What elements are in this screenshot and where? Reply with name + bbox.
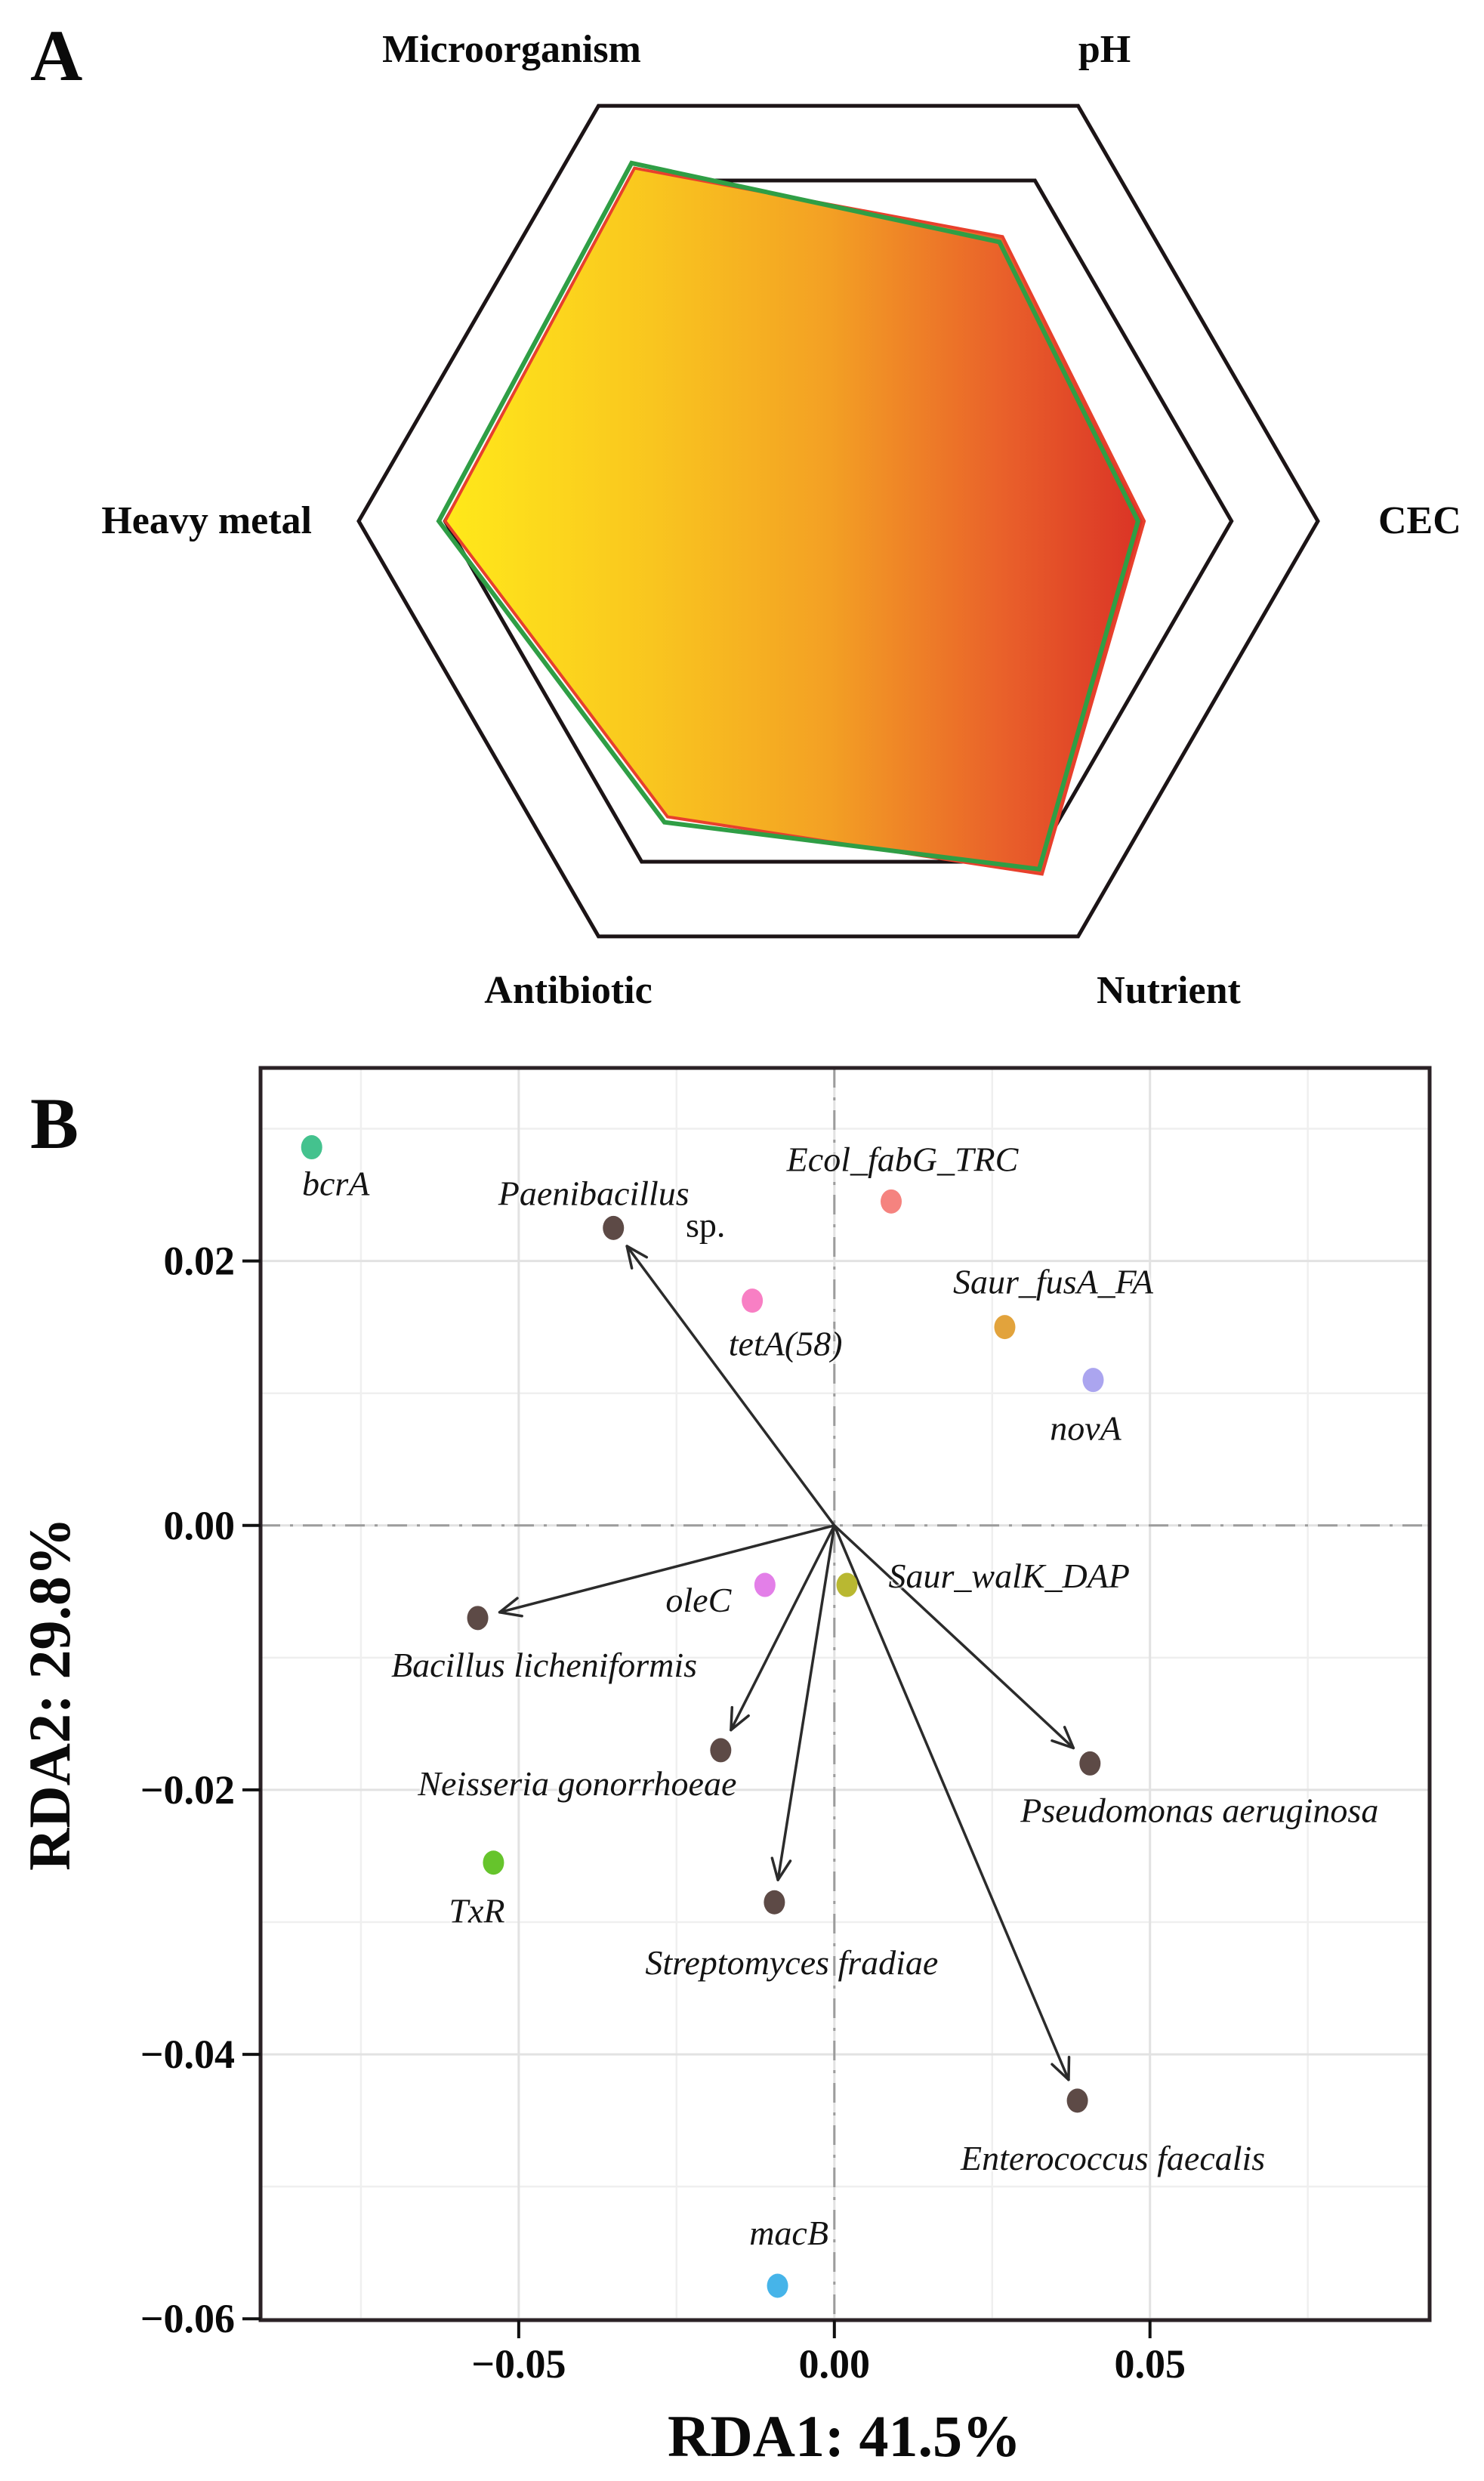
data-point-label-neisseria-gonorrhoeae: Neisseria gonorrhoeae [418,1764,737,1803]
arrow-head [731,1708,732,1730]
data-point-ecol-fabg-trc [881,1190,902,1214]
y-tick-label: −0.02 [140,1767,235,1813]
y-axis-title: RDA2: 29.8% [17,1517,82,1871]
data-point-label-enterococcus-faecalis: Enterococcus faecalis [960,2138,1266,2177]
radar-axis-label-cec: CEC [1378,499,1461,542]
panel-b-letter: B [30,1083,79,1164]
data-point-paenibacillus [603,1216,624,1240]
data-point-label-saur-fusa-fa: Saur_fusA_FA [952,1262,1153,1301]
data-point-txr [483,1850,504,1875]
radar-axis-label-ph: pH [1078,28,1131,72]
x-tick-label: −0.05 [471,2341,566,2387]
radar-axis-label-nutrient: Nutrient [1097,968,1241,1012]
data-point-sublabel-paenibacillus: sp. [686,1205,726,1245]
data-point-label-streptomyces-fradiae: Streptomyces fradiae [645,1943,939,1983]
y-tick-label: −0.06 [140,2296,235,2342]
data-point-label-macb: macB [749,2213,828,2252]
radar-chart [101,28,1461,1012]
biplot-arrow-paenibacillus [627,1246,835,1526]
data-point-label-olec: oleC [665,1581,732,1620]
data-point-enterococcus-faecalis [1067,2088,1088,2112]
data-point-label-nova: novA [1050,1409,1121,1448]
arrow-head [772,1858,778,1880]
radar-axis-label-antibiotic: Antibiotic [484,968,653,1012]
data-point-olec [754,1573,776,1597]
x-axis-title: RDA1: 41.5% [668,2403,1021,2469]
data-point-label-ecol-fabg-trc: Ecol_fabG_TRC [786,1140,1019,1179]
rda-biplot [140,1068,1430,2387]
data-point-label-txr: TxR [449,1891,505,1930]
data-point-label-saur-walk-dap: Saur_walK_DAP [888,1557,1130,1596]
panel-a-letter: A [30,15,83,96]
data-point-pseudomonas-aeruginosa [1079,1751,1100,1776]
data-point-saur-fusa-fa [994,1315,1015,1339]
data-point-label-pseudomonas-aeruginosa: Pseudomonas aeruginosa [1020,1791,1379,1830]
data-point-label-paenibacillus: Paenibacillus [498,1174,690,1213]
y-tick-label: −0.04 [140,2032,235,2078]
data-point-neisseria-gonorrhoeae [710,1738,731,1762]
biplot-border [261,1068,1430,2320]
data-point-label-teta-58: tetA(58) [728,1324,843,1363]
radar-axis-label-microorganism: Microorganism [382,28,641,72]
data-point-bacillus-licheniformis [467,1606,489,1630]
radar-axis-label-heavy-metal: Heavy metal [101,499,312,542]
arrow-shaft [627,1246,835,1526]
y-tick-label: 0.00 [163,1502,235,1548]
data-point-bcra [301,1135,322,1159]
data-point-streptomyces-fradiae [764,1890,785,1915]
radar-series-filled [445,168,1144,875]
data-point-label-bacillus-licheniformis: Bacillus licheniformis [391,1645,698,1684]
data-point-label-bcra: bcrA [301,1164,370,1203]
x-tick-label: 0.00 [798,2341,871,2387]
data-point-nova [1082,1368,1103,1392]
data-point-saur-walk-dap [837,1573,858,1597]
biplot-arrow-streptomyces-fradiae [772,1526,834,1880]
y-tick-label: 0.02 [163,1238,235,1284]
data-point-macb [767,2273,788,2297]
x-tick-label: 0.05 [1114,2341,1186,2387]
data-point-teta-58 [742,1288,763,1313]
